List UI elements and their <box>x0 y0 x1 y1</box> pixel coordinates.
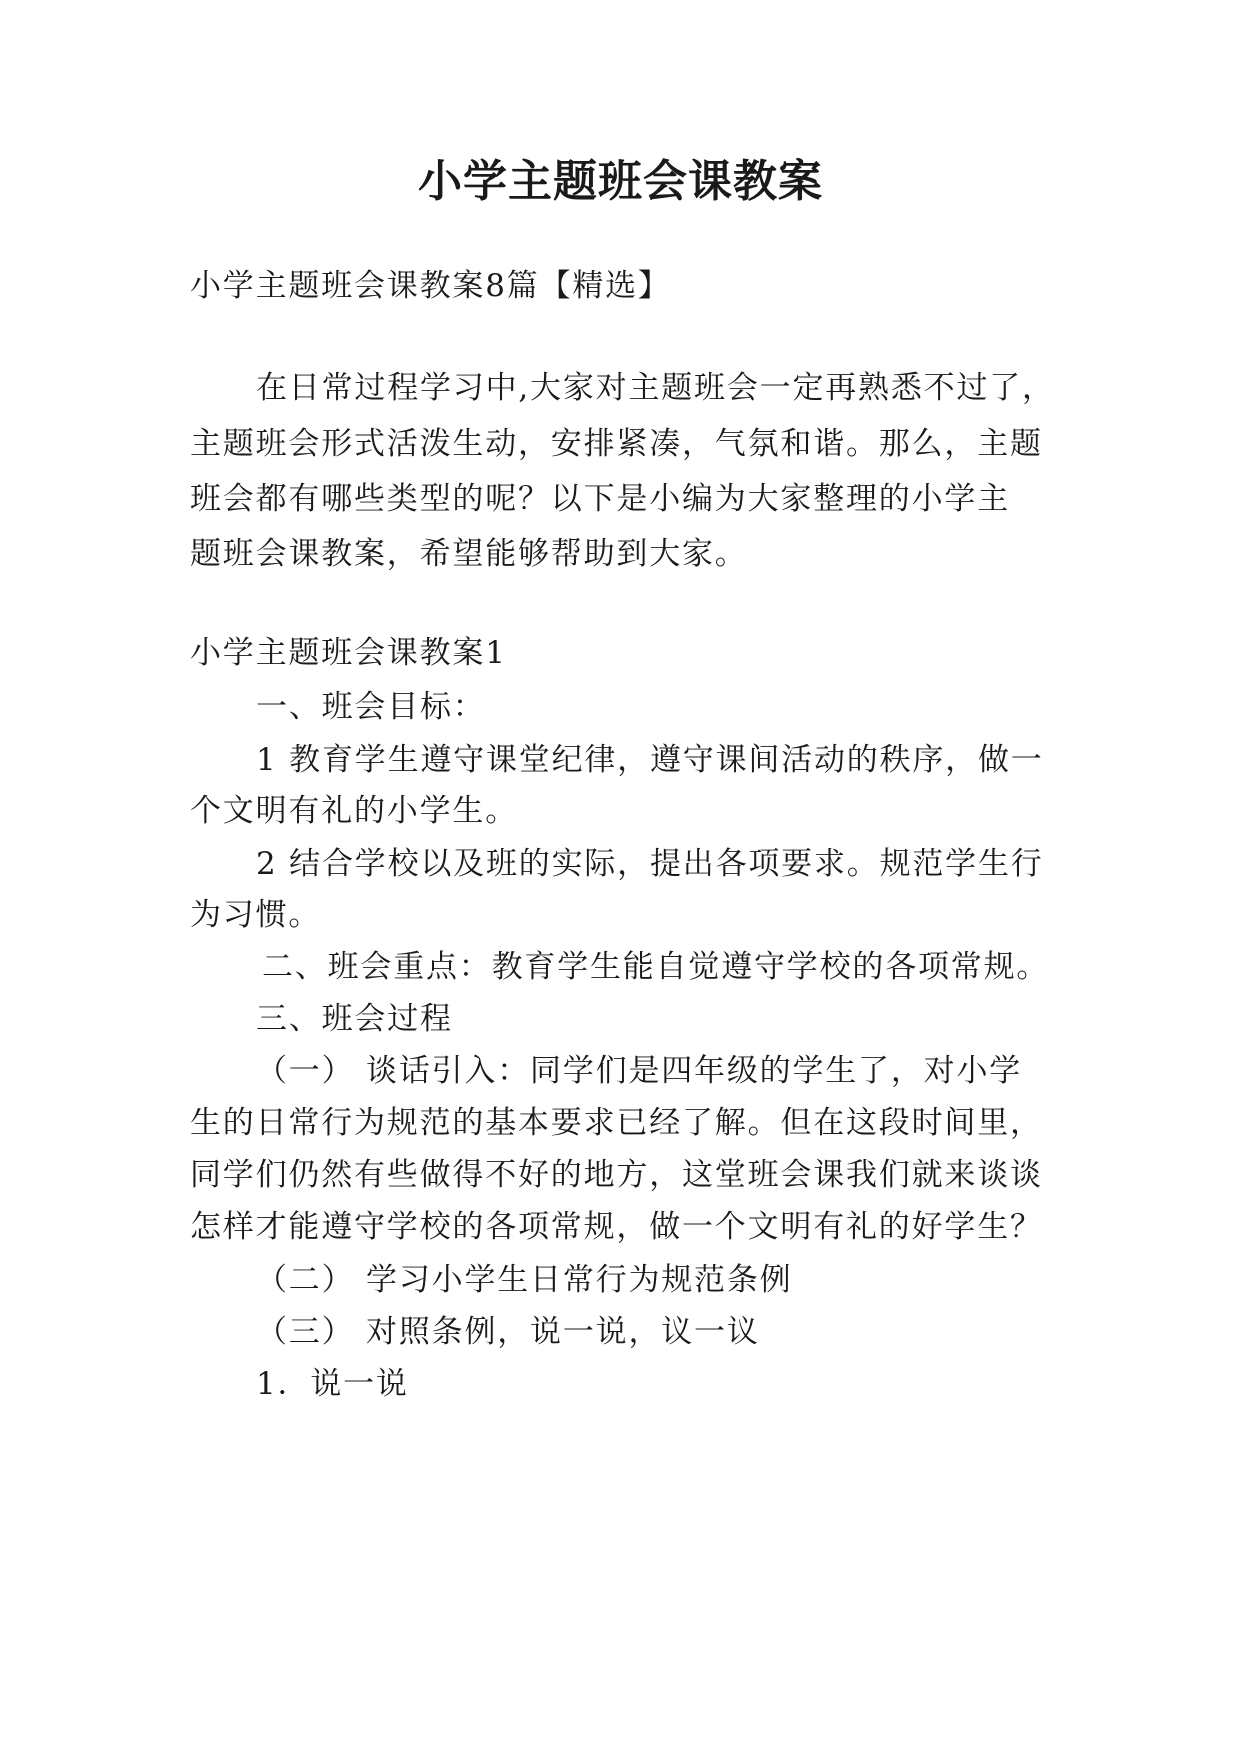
body-line: 1．说一说 <box>256 1366 409 1402</box>
body-line: （三） 对照条例，说一说，议一议 <box>256 1314 760 1350</box>
intro-line: 主题班会形式活泼生动，安排紧凑，气氛和谐。那么，主题 <box>190 426 1043 462</box>
document-subtitle: 小学主题班会课教案8篇【精选】 <box>190 268 671 304</box>
body-line: 为习惯。 <box>190 897 322 933</box>
body-line: 怎样才能遵守学校的各项常规，做一个文明有礼的好学生？ <box>190 1209 1043 1245</box>
body-line: 二、班会重点：教育学生能自觉遵守学校的各项常规。 <box>262 949 1050 985</box>
document-title: 小学主题班会课教案 <box>418 156 823 207</box>
section-heading: 小学主题班会课教案1 <box>190 635 507 671</box>
intro-line: 在日常过程学习中,大家对主题班会一定再熟悉不过了， <box>256 370 1055 406</box>
intro-line: 题班会课教案，希望能够帮助到大家。 <box>190 536 748 572</box>
body-line: 生的日常行为规范的基本要求已经了解。但在这段时间里， <box>190 1105 1043 1141</box>
body-line: 个文明有礼的小学生。 <box>190 793 518 829</box>
body-line: （一） 谈话引入：同学们是四年级的学生了，对小学 <box>256 1053 1023 1089</box>
body-line: 同学们仍然有些做得不好的地方，这堂班会课我们就来谈谈 <box>190 1157 1043 1193</box>
body-line: 三、班会过程 <box>256 1001 453 1037</box>
body-line: 一、班会目标： <box>256 689 486 725</box>
body-line: 1 教育学生遵守课堂纪律，遵守课间活动的秩序，做一 <box>256 742 1044 778</box>
body-line: （二） 学习小学生日常行为规范条例 <box>256 1262 793 1298</box>
intro-line: 班会都有哪些类型的呢？以下是小编为大家整理的小学主 <box>190 481 1010 517</box>
body-line: 2 结合学校以及班的实际，提出各项要求。规范学生行 <box>256 846 1044 882</box>
